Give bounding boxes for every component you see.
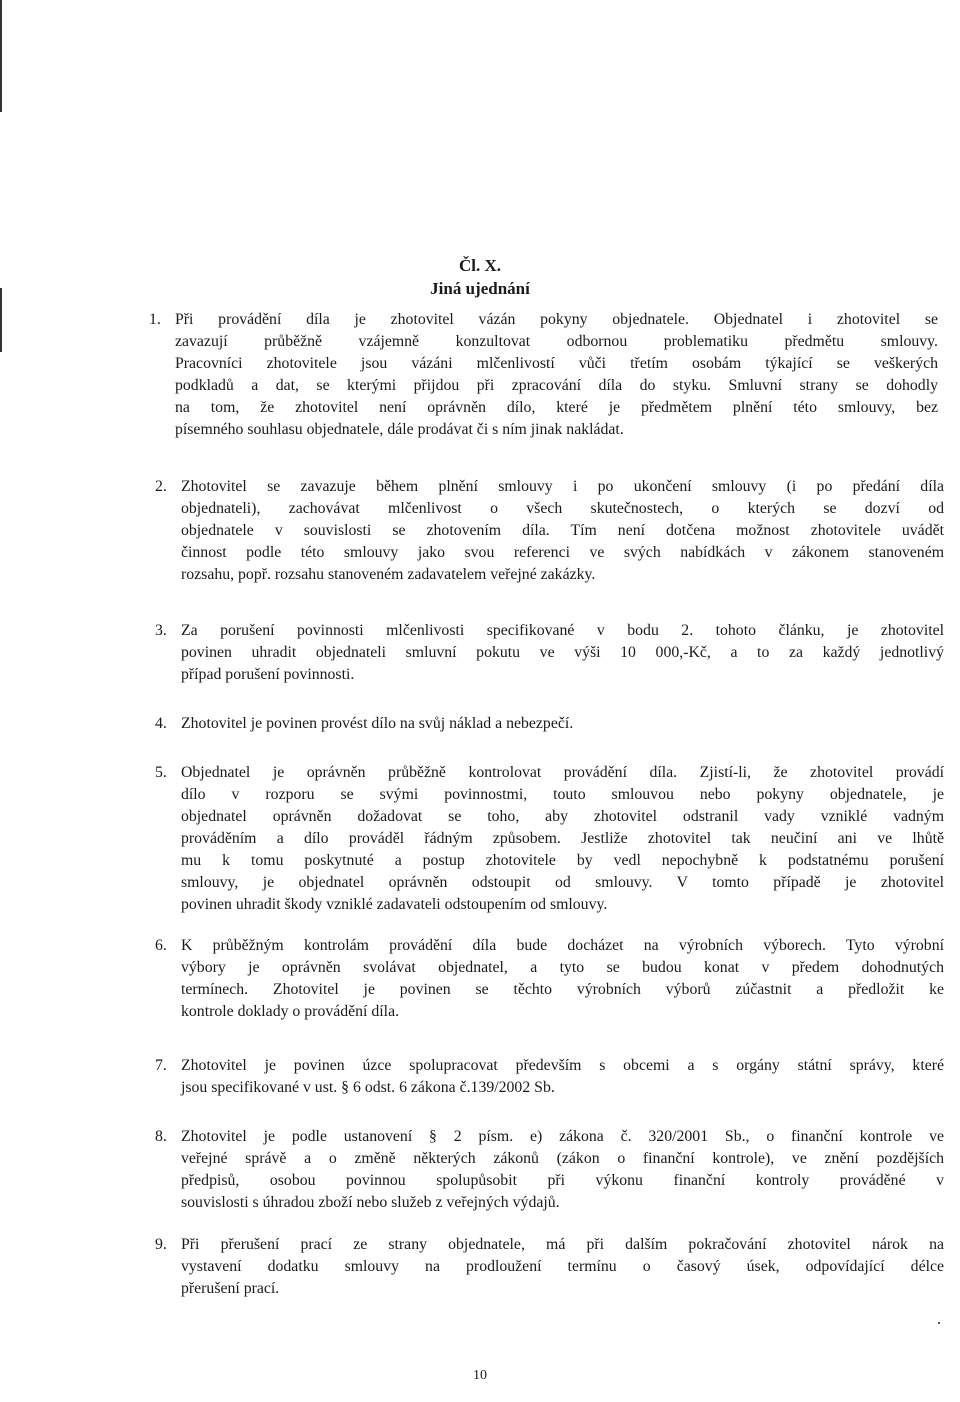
clause-text xyxy=(175,309,938,441)
clause-line: povinen uhradit objednateli smluvní pokutu ve výši 10 000,-Kč, a to za každý jednotlivý xyxy=(181,644,944,661)
clause-line: na tom, že zhotovitel není oprávněn dílo, které je předmětem plnění této smlouvy, bez xyxy=(175,399,938,416)
clause-number: 7. xyxy=(155,1057,167,1074)
clause-line: objednatel oprávněn dožadovat se toho, aby zhotovitel odstranil vady vzniklé vadným xyxy=(181,808,944,825)
clause-line: činnost podle této smlouvy jako svou referenci ve svých nabídkách v zákonem stanoveném xyxy=(181,544,944,561)
stray-mark xyxy=(938,1322,940,1324)
article-title: Jiná ujednání xyxy=(430,279,530,298)
clause-text xyxy=(181,713,944,735)
clause-5 xyxy=(155,762,960,916)
clause-text xyxy=(181,476,944,586)
clause-number: 3. xyxy=(155,622,167,639)
clause-line: rozsahu, popř. rozsahu stanoveném zadavatelem veřejné zakázky. xyxy=(181,566,596,583)
clause-line: objednateli), zachovávat mlčenlivost o všech skutečnostech, o kterých se dozví od xyxy=(181,500,944,517)
clause-line: Při provádění díla je zhotovitel vázán pokyny objednatele. Objednatel i zhotovitel se xyxy=(175,311,938,328)
clause-8 xyxy=(155,1126,960,1214)
page-number: 10 xyxy=(473,1368,487,1383)
clause-3 xyxy=(155,620,960,686)
clause-2 xyxy=(155,476,960,586)
clause-line: Objednatel je oprávněn průběžně kontrolovat provádění díla. Zjistí-li, že zhotovitel provádí xyxy=(181,764,944,781)
clause-line: přerušení prací. xyxy=(181,1280,280,1297)
article-number: Čl. X. xyxy=(458,256,502,275)
clause-6 xyxy=(155,935,960,1023)
clause-9 xyxy=(155,1234,960,1300)
clause-text xyxy=(181,935,944,1023)
clause-line: předpisů, osobou povinnou spolupůsobit při výkonu finanční kontroly prováděné v xyxy=(181,1172,944,1189)
clause-line: termínech. Zhotovitel je povinen se těchto výrobních výborů zúčastnit a předložit ke xyxy=(181,981,944,998)
clause-line: Při přerušení prací ze strany objednatele, má při dalším pokračování zhotovitel nárok na xyxy=(181,1236,944,1253)
clause-line: Pracovníci zhotovitele jsou vázáni mlčenlivostí vůči třetím osobám týkající se veškerých xyxy=(175,355,938,372)
clause-7 xyxy=(155,1055,960,1099)
clause-line: souvislosti s úhradou zboží nebo služeb z veřejných výdajů. xyxy=(181,1194,560,1211)
clause-line: vystavení dodatku smlouvy na prodloužení termínu o časový úsek, odpovídající délce xyxy=(181,1258,944,1275)
margin-line xyxy=(0,0,2,112)
clause-text xyxy=(181,762,944,916)
clause-number: 4. xyxy=(155,715,167,732)
clause-line: mu k tomu poskytnuté a postup zhotovitele by vedl nepochybně k podstatnému porušení xyxy=(181,852,944,869)
clause-line: podkladů a dat, se kterými přijdou při zpracování díla do styku. Smluvní strany se dohodly xyxy=(175,377,938,394)
clause-line: jsou specifikované v ust. § 6 odst. 6 zákona č.139/2002 Sb. xyxy=(181,1079,555,1096)
clause-number: 9. xyxy=(155,1236,167,1253)
clause-text xyxy=(181,1126,944,1214)
clause-number: 2. xyxy=(155,478,167,495)
clause-line: povinen uhradit škody vzniklé zadavateli odstoupením od smlouvy. xyxy=(181,896,608,913)
clause-1 xyxy=(149,309,954,441)
clause-line: veřejné správě a o změně některých zákonů (zákon o finanční kontrole), ve znění pozdějších xyxy=(181,1150,944,1167)
clause-line: případ porušení povinnosti. xyxy=(181,666,355,683)
clause-line: objednatele v souvislosti se zhotovením díla. Tím není dotčena možnost zhotovitele uvádět xyxy=(181,522,944,539)
clause-line: dílo v rozporu se svými povinnostmi, touto smlouvou nebo pokyny objednatele, je xyxy=(181,786,944,803)
clause-text xyxy=(181,1055,944,1099)
clause-number: 6. xyxy=(155,937,167,954)
clause-text xyxy=(181,1234,944,1300)
clause-number: 8. xyxy=(155,1128,167,1145)
clause-line: písemného souhlasu objednatele, dále prodávat či s ním jinak nakládat. xyxy=(175,421,624,438)
clause-4 xyxy=(155,713,960,735)
clause-line: K průběžným kontrolám provádění díla bude docházet na výrobních výborech. Tyto výrobní xyxy=(181,937,944,954)
clause-line: Zhotovitel je podle ustanovení § 2 písm. e) zákona č. 320/2001 Sb., o finanční kontrole ve xyxy=(181,1128,944,1145)
clause-line: prováděním a dílo prováděl řádným způsobem. Jestliže zhotovitel tak neučiní ani ve lhůtě xyxy=(181,830,944,847)
clause-line: zavazují průběžně vzájemně konzultovat odbornou problematiku předmětu smlouvy. xyxy=(175,333,938,350)
clause-line: kontrole doklady o provádění díla. xyxy=(181,1003,400,1020)
clause-line: Za porušení povinnosti mlčenlivosti specifikované v bodu 2. tohoto článku, je zhotovitel xyxy=(181,622,944,639)
clause-text xyxy=(181,620,944,686)
clause-line: smlouvy, je objednatel oprávněn odstoupit od smlouvy. V tomto případě je zhotovitel xyxy=(181,874,944,891)
clause-line: Zhotovitel je povinen úzce spolupracovat především s obcemi a s orgány státní správy, které xyxy=(181,1057,944,1074)
clause-line: výbory je oprávněn svolávat objednatel, a tyto se budou konat v předem dohodnutých xyxy=(181,959,944,976)
clause-line: Zhotovitel se zavazuje během plnění smlouvy i po ukončení smlouvy (i po předání díla xyxy=(181,478,944,495)
clause-number: 5. xyxy=(155,764,167,781)
clause-line: Zhotovitel je povinen provést dílo na svůj náklad a nebezpečí. xyxy=(181,715,574,732)
clause-number: 1. xyxy=(149,311,161,328)
